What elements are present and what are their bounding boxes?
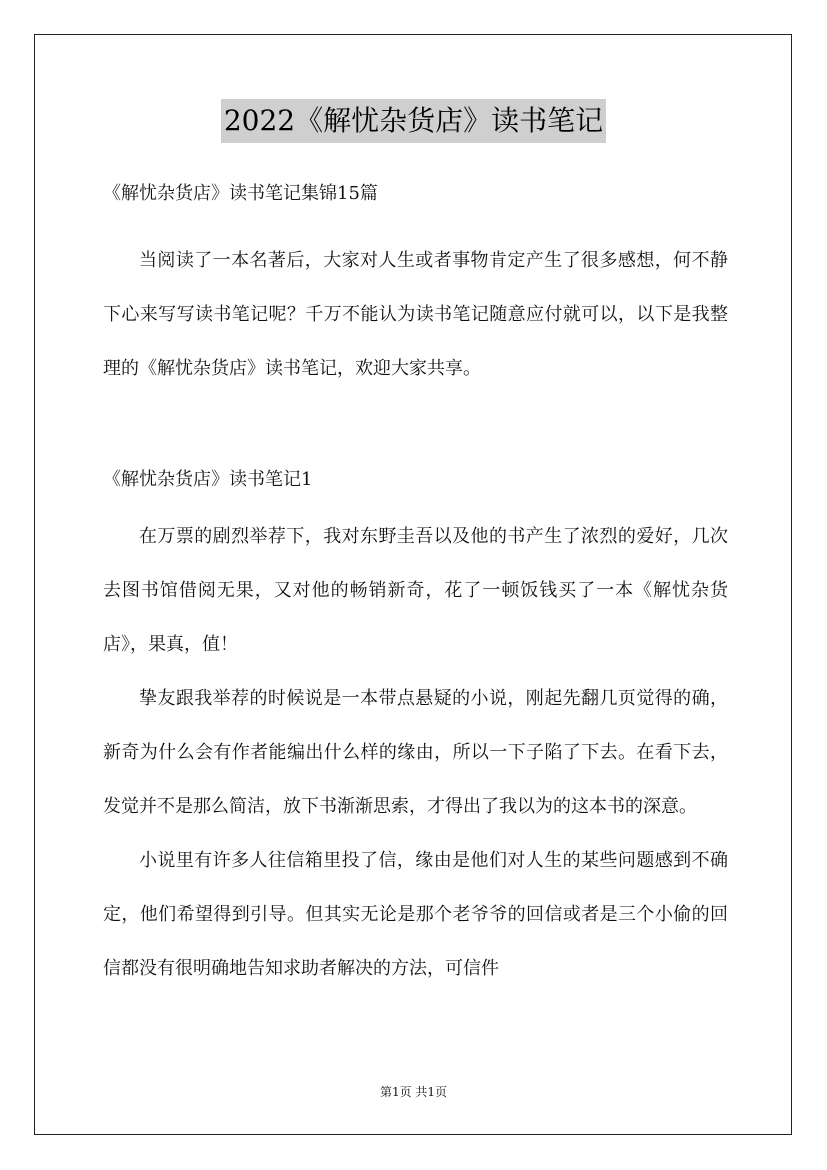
- document-body: [103, 174, 728, 996]
- document-subtitle: 《解忧杂货店》读书笔记集锦15篇: [103, 183, 378, 204]
- title-container: [0, 99, 827, 143]
- intro-paragraph: 当阅读了一本名著后，大家对人生或者事物肯定产生了很多感想，何不静下心来写写读书笔记呢？千万不能认为读书笔记随意应付就可以，以下是我整理的《解忧杂货店》读书笔记，欢迎大家共享。: [103, 250, 728, 379]
- body-paragraph: 在万票的剧烈举荐下，我对东野圭吾以及他的书产生了浓烈的爱好，几次去图书馆借阅无果，又对他的畅销新奇，花了一顿饭钱买了一本《解忧杂货店》，果真，值！: [103, 526, 728, 655]
- document-title: 2022《解忧杂货店》读书笔记: [221, 99, 606, 143]
- body-paragraph: 挚友跟我举荐的时候说是一本带点悬疑的小说，刚起先翻几页觉得的确，新奇为什么会有作者能编出什么样的缘由，所以一下子陷了下去。在看下去，发觉并不是那么简洁，放下书渐渐思索，才得出了我以为的这本书的深意。: [103, 688, 728, 817]
- section-heading: 《解忧杂货店》读书笔记1: [103, 469, 313, 490]
- body-paragraph: 小说里有许多人往信箱里投了信，缘由是他们对人生的某些问题感到不确定，他们希望得到引导。但其实无论是那个老爷爷的回信或者是三个小偷的回信都没有很明确地告知求助者解决的方法，可信件: [103, 850, 728, 979]
- page-number-footer: 第1页 共1页: [379, 1085, 448, 1099]
